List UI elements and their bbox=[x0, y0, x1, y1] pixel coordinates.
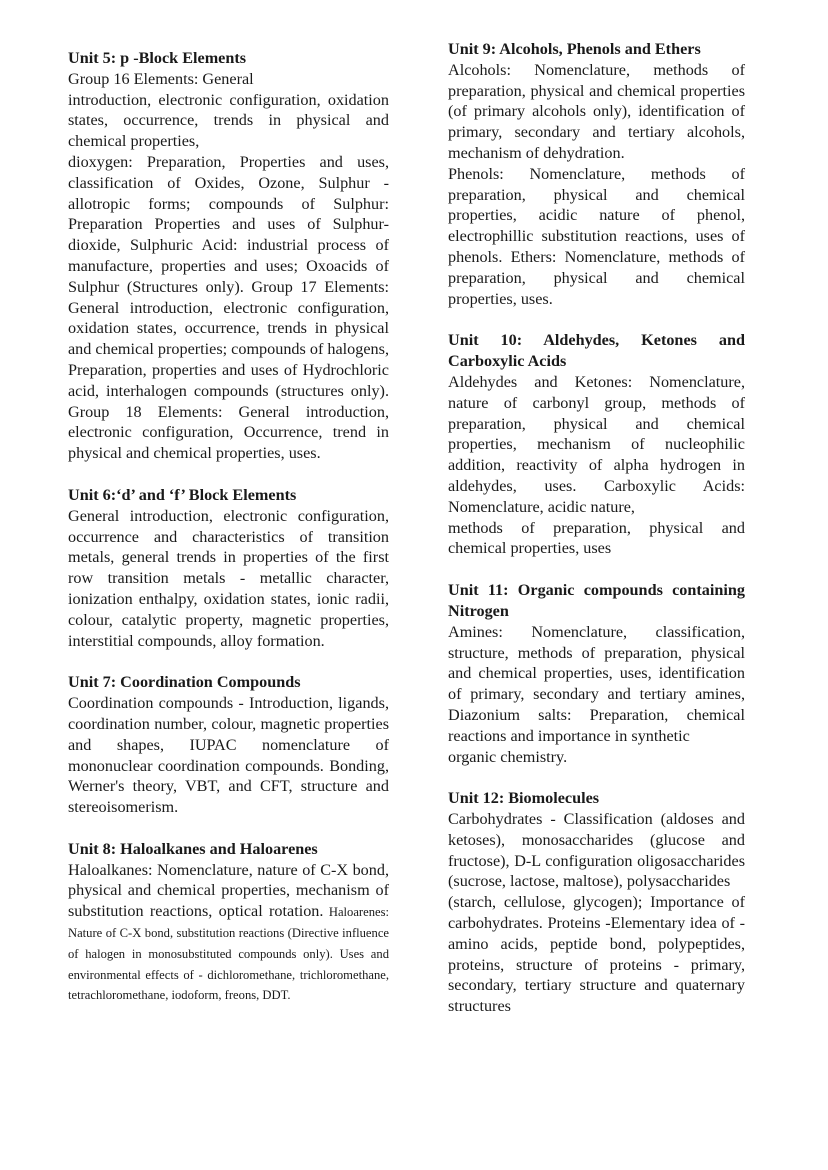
unit-9-title: Unit 9: Alcohols, Phenols and Ethers bbox=[448, 40, 701, 58]
unit-10-paragraph-2: methods of preparation, physical and chemical properties, uses bbox=[448, 518, 745, 558]
unit-11-paragraph-1: Amines: Nomenclature, classification, structure, methods of preparation, physical and chemical properties, uses, identification of primary, secondary and tertiary amines, Diazonium salts: Preparation, chemical reactions and importance in synthetic bbox=[448, 622, 745, 745]
unit-5-paragraph-1: Group 16 Elements: General bbox=[68, 69, 254, 88]
unit-9-section bbox=[448, 39, 745, 309]
right-column bbox=[448, 39, 745, 1038]
unit-9-paragraph-1: Alcohols: Nomenclature, methods of preparation, physical and chemical properties (of primary alcohols only), identification of primary, secondary and tertiary alcohols, mechanism of dehydration. bbox=[448, 60, 745, 162]
unit-10-paragraph-1: Aldehydes and Ketones: Nomenclature, nature of carbonyl group, methods of preparation, physical and chemical properties, mechanism of nucleophilic addition, reactivity of alpha hydrogen in aldehydes, uses. Carboxylic Acids: Nomenclature, acidic nature, bbox=[448, 372, 745, 516]
unit-8-haloarenes-text: Haloarenes: Nature of C-X bond, substitution reactions (Directive influence of halogen in monosubstituted compounds only). Uses and environmental effects of - dichloromethane, trichloromethane, tetrachloromethane, iodoform, freons, DDT. bbox=[68, 905, 389, 1003]
left-column bbox=[68, 48, 389, 1026]
unit-11-paragraph-2: organic chemistry. bbox=[448, 747, 568, 766]
unit-12-section bbox=[448, 788, 745, 1017]
unit-10-section bbox=[448, 330, 745, 559]
unit-10-title: Unit 10: Aldehydes, Ketones and Carboxylic Acids bbox=[448, 331, 745, 371]
unit-9-paragraph-2: Phenols: Nomenclature, methods of preparation, physical and chemical properties, acidic nature of phenol, electrophillic substitution reactions, uses of phenols. Ethers: Nomenclature, methods of preparation, physical and chemical properties, uses. bbox=[448, 164, 745, 308]
unit-6-paragraph-1: General introduction, electronic configuration, occurrence and characteristics of transition metals, general trends in properties of the first row transition metals - metallic character, ionization enthalpy, oxidation states, ionic radii, colour, catalytic property, magnetic properties, interstitial compounds, alloy formation. bbox=[68, 506, 389, 650]
unit-6-section bbox=[68, 485, 389, 651]
unit-5-title: Unit 5: p -Block Elements bbox=[68, 49, 247, 67]
unit-7-section bbox=[68, 672, 389, 818]
unit-8-section bbox=[68, 839, 389, 1005]
unit-5-section bbox=[68, 48, 389, 464]
unit-8-haloalkanes-text: Haloalkanes: Nomenclature, nature of C-X bond, physical and chemical properties, mechanism of substitution reactions, optical rotation. bbox=[68, 860, 389, 921]
unit-8-title: Unit 8: Haloalkanes and Haloarenes bbox=[68, 839, 318, 858]
unit-6-title: Unit 6:‘d’ and ‘f’ Block Elements bbox=[68, 485, 297, 504]
unit-12-title: Unit 12: Biomolecules bbox=[448, 789, 600, 808]
unit-11-title: Unit 11: Organic compounds containing Nitrogen bbox=[448, 581, 745, 620]
unit-5-paragraph-2: introduction, electronic configuration, oxidation states, occurrence, trends in physical and chemical properties, bbox=[68, 90, 389, 151]
unit-8-paragraph-1 bbox=[68, 860, 389, 1006]
unit-5-paragraph-3: dioxygen: Preparation, Properties and uses, classification of Oxides, Ozone, Sulphur - allotropic forms; compounds of Sulphur: Preparation Properties and uses of Sulphur-dioxide, Sulphuric Acid: industrial process of manufacture, properties and uses; Oxoacids of Sulphur (Structures only). Group 17 Elements: General introduction, electronic configuration, oxidation states, occurrence, trends in physical and chemical properties; compounds of halogens, Preparation, properties and uses of Hydrochloric acid, interhalogen compounds (structures only). Group 18 Elements: General introduction, electronic configuration, Occurrence, trend in physical and chemical properties, uses. bbox=[68, 152, 389, 463]
unit-7-title: Unit 7: Coordination Compounds bbox=[68, 673, 301, 692]
unit-12-paragraph-2: (starch, cellulose, glycogen); Importance of carbohydrates. Proteins -Elementary idea of - amino acids, peptide bond, polypeptides, proteins, structure of proteins - primary, secondary, tertiary structure and quaternary structures bbox=[448, 893, 745, 1016]
unit-7-paragraph-1: Coordination compounds - Introduction, ligands, coordination number, colour, magnetic properties and shapes, IUPAC nomenclature of mononuclear coordination compounds. Bonding, Werner's theory, VBT, and CFT, structure and stereoisomerism. bbox=[68, 694, 389, 817]
unit-11-section bbox=[448, 580, 745, 767]
unit-12-paragraph-1: Carbohydrates - Classification (aldoses and ketoses), monosaccharides (glucose and fructose), D-L configuration oligosaccharides (sucrose, lactose, maltose), polysaccharides bbox=[448, 810, 745, 891]
